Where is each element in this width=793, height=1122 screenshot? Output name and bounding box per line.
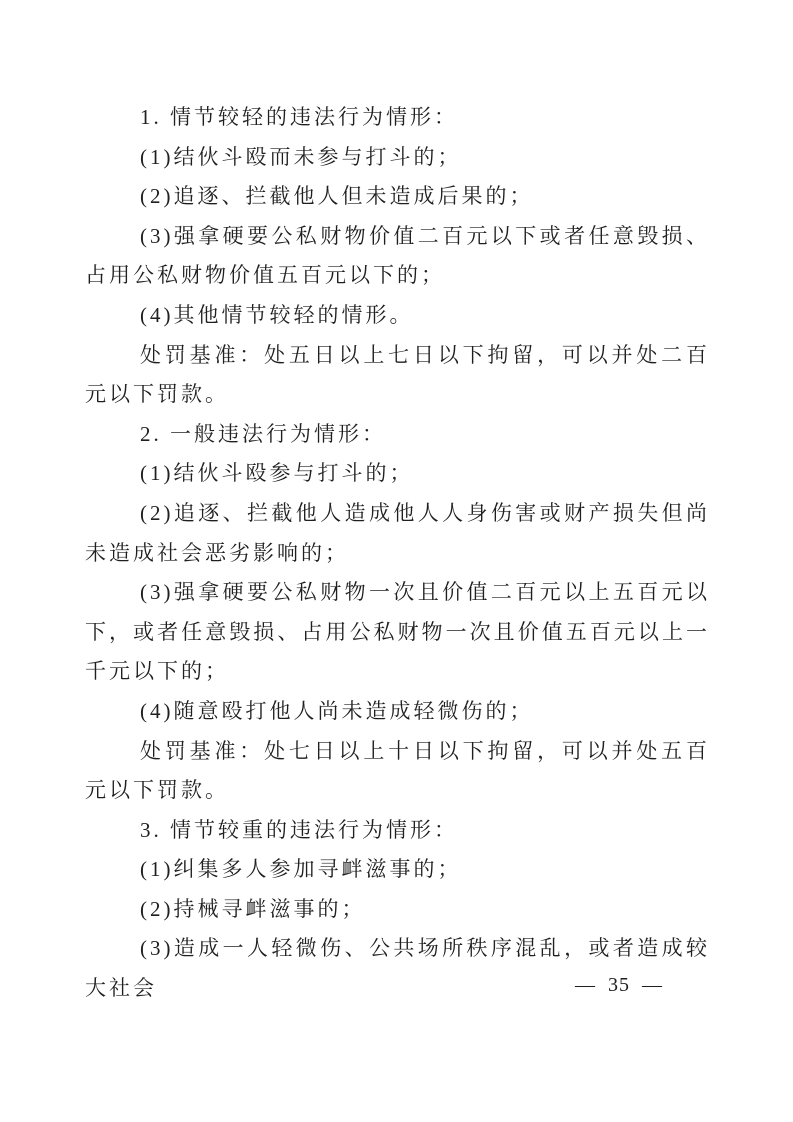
- clause-2-1: (1)结伙斗殴参与打斗的；: [140, 461, 414, 486]
- clause-1-2: (2)追逐、拦截他人但未造成后果的；: [140, 184, 534, 209]
- clause-3-1: (1)纠集多人参加寻衅滋事的；: [140, 857, 462, 882]
- heading-item-3: 3. 情节较重的违法行为情形：: [140, 817, 458, 842]
- heading-item-2: 2. 一般违法行为情形：: [140, 421, 386, 446]
- clause-2-3: (3)强拿硬要公私财物一次且价值二百元以上五百元以下，或者任意毁损、占用公私财物一次且价值五百元以上一千元以下的；: [85, 580, 710, 684]
- clause-3-2: (2)持械寻衅滋事的；: [140, 896, 366, 921]
- clause-2-2: (2)追逐、拦截他人造成他人人身伤害或财产损失但尚未造成社会恶劣影响的；: [85, 500, 710, 565]
- page-number: — 35 —: [575, 974, 663, 996]
- clause-1-4: (4)其他情节较轻的情形。: [140, 302, 414, 327]
- penalty-standard-1: 处罚基准：处五日以上七日以下拘留，可以并处二百元以下罚款。: [85, 342, 710, 407]
- document-body: [85, 98, 710, 1009]
- heading-item-1: 1. 情节较轻的违法行为情形：: [140, 105, 458, 129]
- penalty-standard-2: 处罚基准：处七日以上十日以下拘留，可以并处五百元以下罚款。: [85, 738, 710, 803]
- clause-1-1: (1)结伙斗殴而未参与打斗的；: [140, 144, 462, 169]
- clause-2-4: (4)随意殴打他人尚未造成轻微伤的；: [140, 698, 534, 723]
- clause-3-3: (3)造成一人轻微伤、公共场所秩序混乱，或者造成较大社会: [85, 936, 710, 1001]
- clause-1-3: (3)强拿硬要公私财物价值二百元以下或者任意毁损、占用公私财物价值五百元以下的；: [85, 223, 710, 288]
